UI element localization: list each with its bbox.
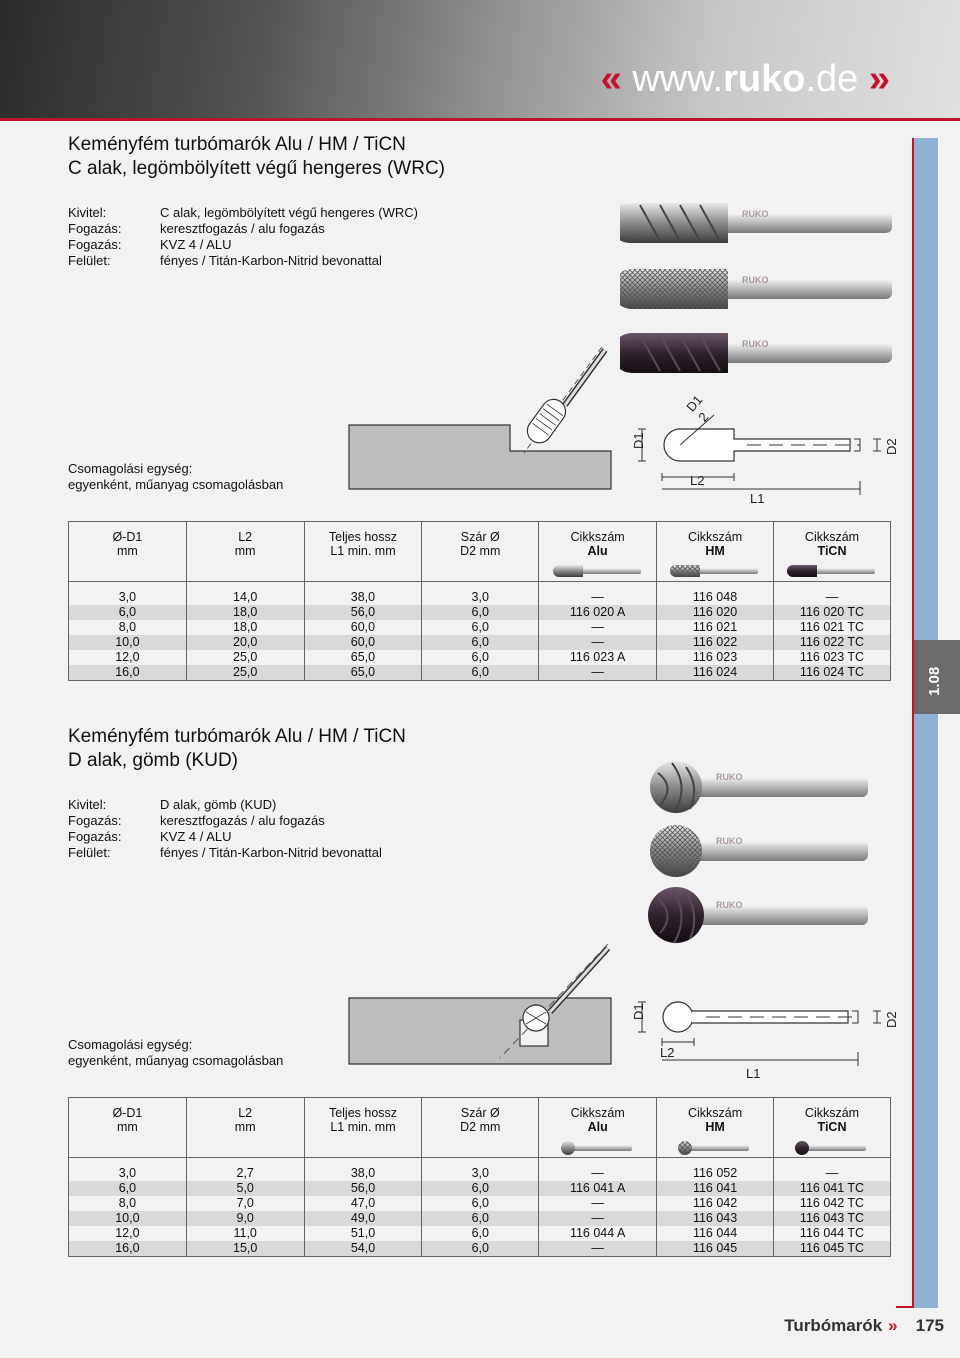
col-header <box>186 1098 304 1158</box>
table-separator <box>69 582 891 591</box>
table-cell: — <box>539 1211 657 1226</box>
table-cell: 10,0 <box>69 635 187 650</box>
section2-usage-sketch <box>340 940 620 1065</box>
table-cell: 18,0 <box>186 620 304 635</box>
table-cell: 6,0 <box>422 665 539 681</box>
col-header-line2: mm <box>116 1120 138 1134</box>
table-row <box>69 1196 891 1211</box>
table-cell: — <box>539 620 657 635</box>
table-cell: 116 021 <box>657 620 774 635</box>
table-cell: 116 045 <box>657 1241 774 1257</box>
table-cell: 116 022 TC <box>774 635 891 650</box>
table-cell: — <box>539 1166 657 1181</box>
footer-arrow: » <box>888 1316 898 1335</box>
table-cell: 14,0 <box>186 590 304 605</box>
table-cell: 116 048 <box>657 590 774 605</box>
packaging-label: Csomagolási egység: <box>68 1037 193 1052</box>
brand-mark: RUKO <box>716 772 743 782</box>
table-cell: 6,0 <box>422 650 539 665</box>
sidebar-red-line <box>912 138 914 1308</box>
col-header-line1: Cikkszám <box>570 530 625 544</box>
table-row <box>69 605 891 620</box>
spec-value: C alak, legömbölyített végű hengeres (WRC) <box>160 205 418 220</box>
col-header <box>69 522 187 582</box>
table-cell: 18,0 <box>186 605 304 620</box>
section1-table-body <box>69 590 891 681</box>
dim-d2: D2 <box>884 1011 899 1028</box>
section-tab <box>914 640 960 714</box>
dim-l2: L2 <box>660 1045 675 1060</box>
table-cell: 3,0 <box>422 1166 539 1181</box>
table-cell: 3,0 <box>422 590 539 605</box>
section2-packaging <box>68 1037 283 1069</box>
dim-l1: L1 <box>750 491 765 506</box>
section2-title <box>68 725 406 773</box>
table-cell: 15,0 <box>186 1241 304 1257</box>
table-cell: 116 021 TC <box>774 620 891 635</box>
dim-d1-half-den: 2 <box>695 409 712 425</box>
col-header <box>422 1098 539 1158</box>
sidebar-red-foot <box>896 1306 914 1308</box>
table-cell: 10,0 <box>69 1211 187 1226</box>
table-cell: 116 023 <box>657 650 774 665</box>
thumb-hm-d <box>675 1140 755 1156</box>
table-cell: — <box>774 1166 891 1181</box>
burr-alu-d <box>650 761 868 813</box>
col-header-line1: Teljes hossz <box>328 1106 398 1120</box>
table-cell: 47,0 <box>304 1196 422 1211</box>
packaging-value: egyenként, műanyag csomagolásban <box>68 477 284 492</box>
table-cell: 9,0 <box>186 1211 304 1226</box>
table-cell: 6,0 <box>422 1211 539 1226</box>
col-header <box>657 1098 774 1158</box>
col-header <box>186 522 304 582</box>
col-header <box>304 1098 422 1158</box>
footer-section-name: Turbómarók <box>784 1316 883 1335</box>
thumb-ticn-c <box>787 564 877 578</box>
quote-right: » <box>868 58 890 100</box>
spec-row <box>68 253 418 269</box>
table-cell: 116 042 <box>657 1196 774 1211</box>
table-cell: 3,0 <box>69 590 187 605</box>
spec-key: Fogazás: <box>68 221 122 236</box>
section1-product-photos <box>620 195 900 380</box>
col-header-line2: mm <box>234 1120 256 1134</box>
section1-title <box>68 133 445 181</box>
table-row <box>69 590 891 605</box>
table-cell: 6,0 <box>422 1226 539 1241</box>
col-header-line1: Cikkszám <box>804 530 860 544</box>
col-header-line1: Cikkszám <box>687 530 743 544</box>
table-cell: 2,7 <box>186 1166 304 1181</box>
spec-row <box>68 813 382 829</box>
section1-title-line1: Keményfém turbómarók Alu / HM / TiCN <box>68 134 406 155</box>
table-row <box>69 1181 891 1196</box>
table-cell: 54,0 <box>304 1241 422 1257</box>
table-row <box>69 1226 891 1241</box>
section2-product-photos <box>640 755 880 945</box>
col-header-line1: Teljes hossz <box>328 530 397 544</box>
table-cell: 38,0 <box>304 590 422 605</box>
brand-mark: RUKO <box>742 339 769 349</box>
dim-d2: D2 <box>884 438 899 455</box>
col-header-line2: TiCN <box>817 1120 847 1134</box>
dim-d1: D1 <box>631 432 646 449</box>
table-cell: 38,0 <box>304 1166 422 1181</box>
col-header-line2: mm <box>116 544 138 558</box>
col-header <box>774 1098 891 1158</box>
brand-mark: RUKO <box>742 275 769 285</box>
col-header-line2: TiCN <box>817 544 847 558</box>
dim-l1: L1 <box>746 1066 761 1081</box>
spec-key: Fogazás: <box>68 829 122 844</box>
col-header-line2: D2 mm <box>460 544 501 558</box>
spec-row <box>68 829 382 845</box>
table-cell: 116 043 <box>657 1211 774 1226</box>
table-cell: 16,0 <box>69 1241 187 1257</box>
dim-d1: D1 <box>631 1003 646 1020</box>
section2-specs <box>68 797 382 861</box>
table-cell: 8,0 <box>69 620 187 635</box>
col-header <box>422 522 539 582</box>
spec-key: Felület: <box>68 845 111 860</box>
page-number: 175 <box>915 1316 944 1335</box>
col-header <box>539 1098 657 1158</box>
thumb-alu-c <box>553 564 643 578</box>
url-brand: ruko <box>723 58 806 100</box>
col-header <box>774 522 891 582</box>
thumb-alu-d <box>558 1140 638 1156</box>
table-cell: — <box>539 1241 657 1257</box>
table-cell: 116 043 TC <box>774 1211 891 1226</box>
table-cell: 51,0 <box>304 1226 422 1241</box>
spec-key: Fogazás: <box>68 237 122 252</box>
quote-left: « <box>600 58 622 100</box>
packaging-value: egyenként, műanyag csomagolásban <box>68 1053 284 1068</box>
section1-dimension-drawing <box>622 385 902 510</box>
table-header-row <box>69 522 891 582</box>
spec-value: KVZ 4 / ALU <box>160 237 232 252</box>
spec-value: fényes / Titán-Karbon-Nitrid bevonattal <box>160 253 382 268</box>
brand-mark: RUKO <box>716 836 743 846</box>
section2-dimension-drawing <box>622 990 902 1085</box>
table-cell: 6,0 <box>422 1181 539 1196</box>
table-cell: 116 052 <box>657 1166 774 1181</box>
col-header-line1: Ø-D1 <box>112 1106 143 1120</box>
spec-value: keresztfogazás / alu fogazás <box>160 221 325 236</box>
burr-ticn-d <box>648 887 868 943</box>
table-cell: 6,0 <box>422 605 539 620</box>
table-cell: 56,0 <box>304 1181 422 1196</box>
table-cell: 116 024 <box>657 665 774 681</box>
table-cell: 116 020 A <box>539 605 657 620</box>
col-header-line2: D2 mm <box>460 1120 501 1134</box>
table-cell: 25,0 <box>186 665 304 681</box>
section2-title-line1: Keményfém turbómarók Alu / HM / TiCN <box>68 726 406 747</box>
col-header <box>657 522 774 582</box>
table-cell: 116 044 A <box>539 1226 657 1241</box>
table-cell: 116 023 TC <box>774 650 891 665</box>
table-cell: 60,0 <box>304 635 422 650</box>
table-cell: 11,0 <box>186 1226 304 1241</box>
table-cell: 116 023 A <box>539 650 657 665</box>
spec-value: fényes / Titán-Karbon-Nitrid bevonattal <box>160 845 382 860</box>
table-cell: 12,0 <box>69 650 187 665</box>
section-tab-label: 1.08 <box>926 666 943 696</box>
col-header-line1: Cikkszám <box>570 1106 625 1120</box>
thumb-hm-c <box>670 564 760 578</box>
spec-value: D alak, gömb (KUD) <box>160 797 277 812</box>
section1-specs <box>68 205 418 269</box>
spec-key: Kivitel: <box>68 797 107 812</box>
table-cell: 56,0 <box>304 605 422 620</box>
dim-l2: L2 <box>690 473 705 488</box>
col-header-line2: HM <box>705 1120 725 1134</box>
brand-mark: RUKO <box>716 900 743 910</box>
table-cell: 116 020 <box>657 605 774 620</box>
table-cell: 116 044 <box>657 1226 774 1241</box>
col-header-line1: L2 <box>238 530 253 544</box>
table-cell: 49,0 <box>304 1211 422 1226</box>
table-cell: — <box>539 635 657 650</box>
table-cell: 5,0 <box>186 1181 304 1196</box>
spec-row <box>68 797 382 813</box>
website-url[interactable] <box>601 58 890 101</box>
table-cell: — <box>539 1196 657 1211</box>
table-header-row <box>69 1098 891 1158</box>
spec-row <box>68 845 382 861</box>
table-cell: 116 041 TC <box>774 1181 891 1196</box>
col-header-line2: L1 min. mm <box>330 544 396 558</box>
spec-value: KVZ 4 / ALU <box>160 829 232 844</box>
table-cell: 60,0 <box>304 620 422 635</box>
table-row <box>69 1211 891 1226</box>
spec-value: keresztfogazás / alu fogazás <box>160 813 325 828</box>
table-cell: — <box>774 590 891 605</box>
header-divider <box>0 118 960 121</box>
section1-title-line2: C alak, legömbölyített végű hengeres (WRC) <box>68 158 445 179</box>
table-cell: 116 020 TC <box>774 605 891 620</box>
section1-packaging <box>68 461 283 493</box>
col-header-line1: Szár Ø <box>460 1106 500 1120</box>
table-row <box>69 650 891 665</box>
spec-row <box>68 221 418 237</box>
table-cell: 116 041 <box>657 1181 774 1196</box>
table-cell: 7,0 <box>186 1196 304 1211</box>
table-cell: — <box>539 590 657 605</box>
spec-key: Fogazás: <box>68 813 122 828</box>
col-header-line2: mm <box>234 544 256 558</box>
burr-hm-d <box>650 825 868 877</box>
col-header-line2: HM <box>705 544 725 558</box>
col-header-line1: Cikkszám <box>804 1106 860 1120</box>
table-cell: 116 045 TC <box>774 1241 891 1257</box>
spec-row <box>68 237 418 253</box>
col-header-line2: Alu <box>587 1120 608 1134</box>
table-row <box>69 665 891 681</box>
table-cell: 116 042 TC <box>774 1196 891 1211</box>
table-cell: 6,0 <box>69 1181 187 1196</box>
table-cell: 6,0 <box>422 620 539 635</box>
sidebar-stripe <box>914 138 938 1308</box>
table-cell: 3,0 <box>69 1166 187 1181</box>
table-cell: 16,0 <box>69 665 187 681</box>
packaging-label: Csomagolási egység: <box>68 461 193 476</box>
table-cell: 6,0 <box>422 635 539 650</box>
table-cell: — <box>539 665 657 681</box>
section2-title-line2: D alak, gömb (KUD) <box>68 750 238 771</box>
section2-table <box>68 1097 891 1257</box>
section1-table <box>68 521 891 681</box>
table-row <box>69 620 891 635</box>
col-header <box>304 522 422 582</box>
table-cell: 20,0 <box>186 635 304 650</box>
col-header-line2: Alu <box>587 544 608 558</box>
table-cell: 116 041 A <box>539 1181 657 1196</box>
section2-table-body <box>69 1166 891 1257</box>
table-cell: 12,0 <box>69 1226 187 1241</box>
table-row <box>69 1241 891 1257</box>
table-cell: 116 022 <box>657 635 774 650</box>
table-cell: 65,0 <box>304 665 422 681</box>
url-prefix: www. <box>632 58 724 100</box>
table-cell: 6,0 <box>422 1196 539 1211</box>
col-header-line2: L1 min. mm <box>330 1120 396 1134</box>
section1-usage-sketch <box>340 345 620 495</box>
table-cell: 6,0 <box>69 605 187 620</box>
thumb-ticn-d <box>792 1140 872 1156</box>
col-header-line1: Ø-D1 <box>112 530 143 544</box>
spec-key: Felület: <box>68 253 111 268</box>
spec-row <box>68 205 418 221</box>
table-cell: 116 044 TC <box>774 1226 891 1241</box>
col-header-line1: Szár Ø <box>460 530 500 544</box>
table-cell: 8,0 <box>69 1196 187 1211</box>
table-cell: 116 024 TC <box>774 665 891 681</box>
col-header <box>539 522 657 582</box>
brand-mark: RUKO <box>742 209 769 219</box>
table-row <box>69 1166 891 1181</box>
url-suffix: .de <box>805 58 859 100</box>
col-header <box>69 1098 187 1158</box>
table-cell: 6,0 <box>422 1241 539 1257</box>
col-header-line1: L2 <box>238 1106 253 1120</box>
spec-key: Kivitel: <box>68 205 107 220</box>
table-separator <box>69 1158 891 1167</box>
table-cell: 25,0 <box>186 650 304 665</box>
table-cell: 65,0 <box>304 650 422 665</box>
page-footer <box>784 1316 944 1336</box>
table-row <box>69 635 891 650</box>
col-header-line1: Cikkszám <box>687 1106 743 1120</box>
dim-d1-half-num: D1 <box>683 392 706 415</box>
